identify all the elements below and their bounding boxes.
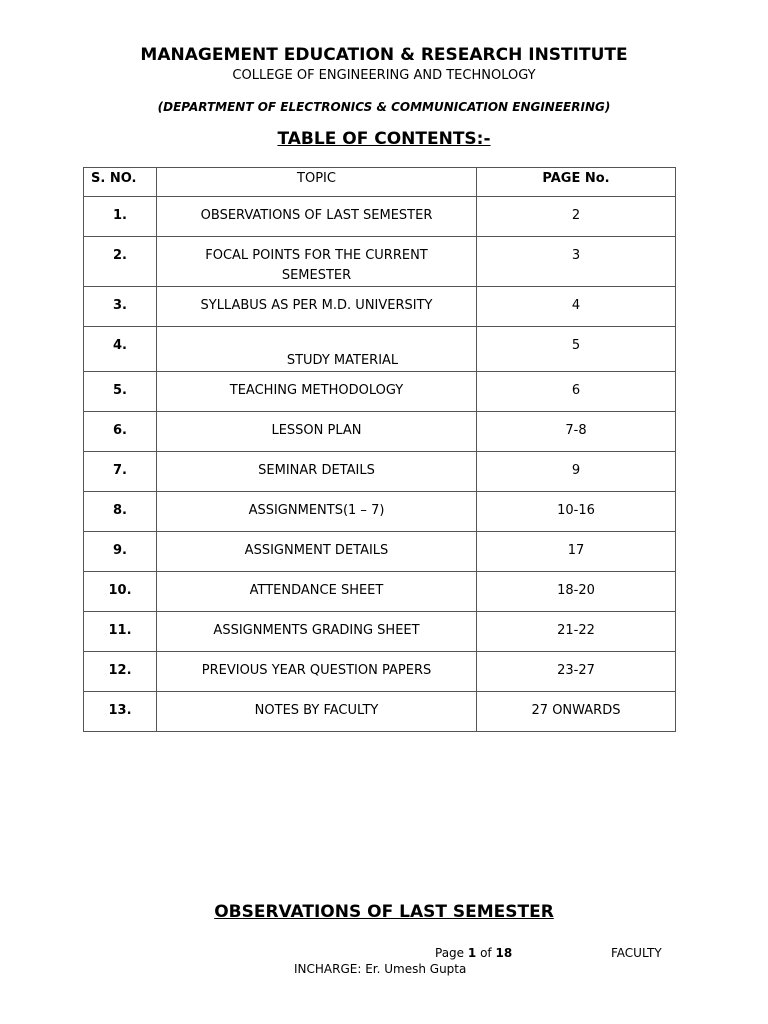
row-page: 10-16	[477, 492, 676, 532]
row-page: 17	[477, 532, 676, 572]
row-sno: 12.	[84, 652, 157, 692]
table-row	[84, 572, 676, 612]
section-heading: OBSERVATIONS OF LAST SEMESTER	[214, 902, 554, 922]
table-row	[84, 652, 676, 692]
row-topic: ASSIGNMENT DETAILS	[157, 532, 477, 572]
row-sno: 3.	[84, 287, 157, 327]
row-topic: STUDY MATERIAL	[157, 327, 477, 372]
footer-incharge: INCHARGE: Er. Umesh Gupta	[294, 962, 467, 976]
page-of: of	[480, 946, 492, 960]
row-sno: 11.	[84, 612, 157, 652]
row-topic: SYLLABUS AS PER M.D. UNIVERSITY	[157, 287, 477, 327]
table-row	[84, 492, 676, 532]
row-sno: 1.	[84, 197, 157, 237]
footer-page-number	[435, 946, 512, 960]
column-header-sno: S. NO.	[84, 168, 157, 197]
department-name: (DEPARTMENT OF ELECTRONICS & COMMUNICATION ENGINEERING)	[157, 100, 611, 114]
row-topic: TEACHING METHODOLOGY	[157, 372, 477, 412]
table-row	[84, 287, 676, 327]
row-topic: NOTES BY FACULTY	[157, 692, 477, 732]
table-of-contents	[83, 167, 676, 732]
toc-title: TABLE OF CONTENTS:-	[277, 129, 491, 149]
row-topic: ASSIGNMENTS(1 – 7)	[157, 492, 477, 532]
table-row	[84, 237, 676, 287]
row-page: 21-22	[477, 612, 676, 652]
table-row	[84, 452, 676, 492]
row-page: 23-27	[477, 652, 676, 692]
row-topic: FOCAL POINTS FOR THE CURRENT SEMESTER	[157, 237, 477, 287]
row-topic: ASSIGNMENTS GRADING SHEET	[157, 612, 477, 652]
page-total: 18	[495, 946, 513, 960]
row-page: 6	[477, 372, 676, 412]
row-sno: 6.	[84, 412, 157, 452]
row-page: 5	[477, 327, 676, 372]
table-row	[84, 532, 676, 572]
row-topic: SEMINAR DETAILS	[157, 452, 477, 492]
row-page: 4	[477, 287, 676, 327]
row-topic: OBSERVATIONS OF LAST SEMESTER	[157, 197, 477, 237]
row-topic: PREVIOUS YEAR QUESTION PAPERS	[157, 652, 477, 692]
table-row	[84, 197, 676, 237]
table-row	[84, 412, 676, 452]
page-prefix: Page	[435, 946, 465, 960]
row-topic: LESSON PLAN	[157, 412, 477, 452]
row-topic: ATTENDANCE SHEET	[157, 572, 477, 612]
row-sno: 5.	[84, 372, 157, 412]
row-sno: 7.	[84, 452, 157, 492]
table-header-row	[84, 168, 676, 197]
row-page: 9	[477, 452, 676, 492]
row-sno: 10.	[84, 572, 157, 612]
table-row	[84, 327, 676, 372]
footer-faculty: FACULTY	[611, 946, 662, 960]
table-row	[84, 372, 676, 412]
table-row	[84, 612, 676, 652]
row-sno: 4.	[84, 327, 157, 372]
column-header-page: PAGE No.	[477, 168, 676, 197]
row-sno: 13.	[84, 692, 157, 732]
table-row	[84, 692, 676, 732]
row-sno: 2.	[84, 237, 157, 287]
row-page: 2	[477, 197, 676, 237]
row-page: 27 ONWARDS	[477, 692, 676, 732]
row-page: 3	[477, 237, 676, 287]
row-sno: 8.	[84, 492, 157, 532]
row-sno: 9.	[84, 532, 157, 572]
college-name: COLLEGE OF ENGINEERING AND TECHNOLOGY	[232, 68, 536, 83]
row-page: 18-20	[477, 572, 676, 612]
page-current: 1	[467, 946, 477, 960]
institute-name: MANAGEMENT EDUCATION & RESEARCH INSTITUTE	[140, 45, 628, 65]
column-header-topic: TOPIC	[157, 168, 477, 197]
row-page: 7-8	[477, 412, 676, 452]
